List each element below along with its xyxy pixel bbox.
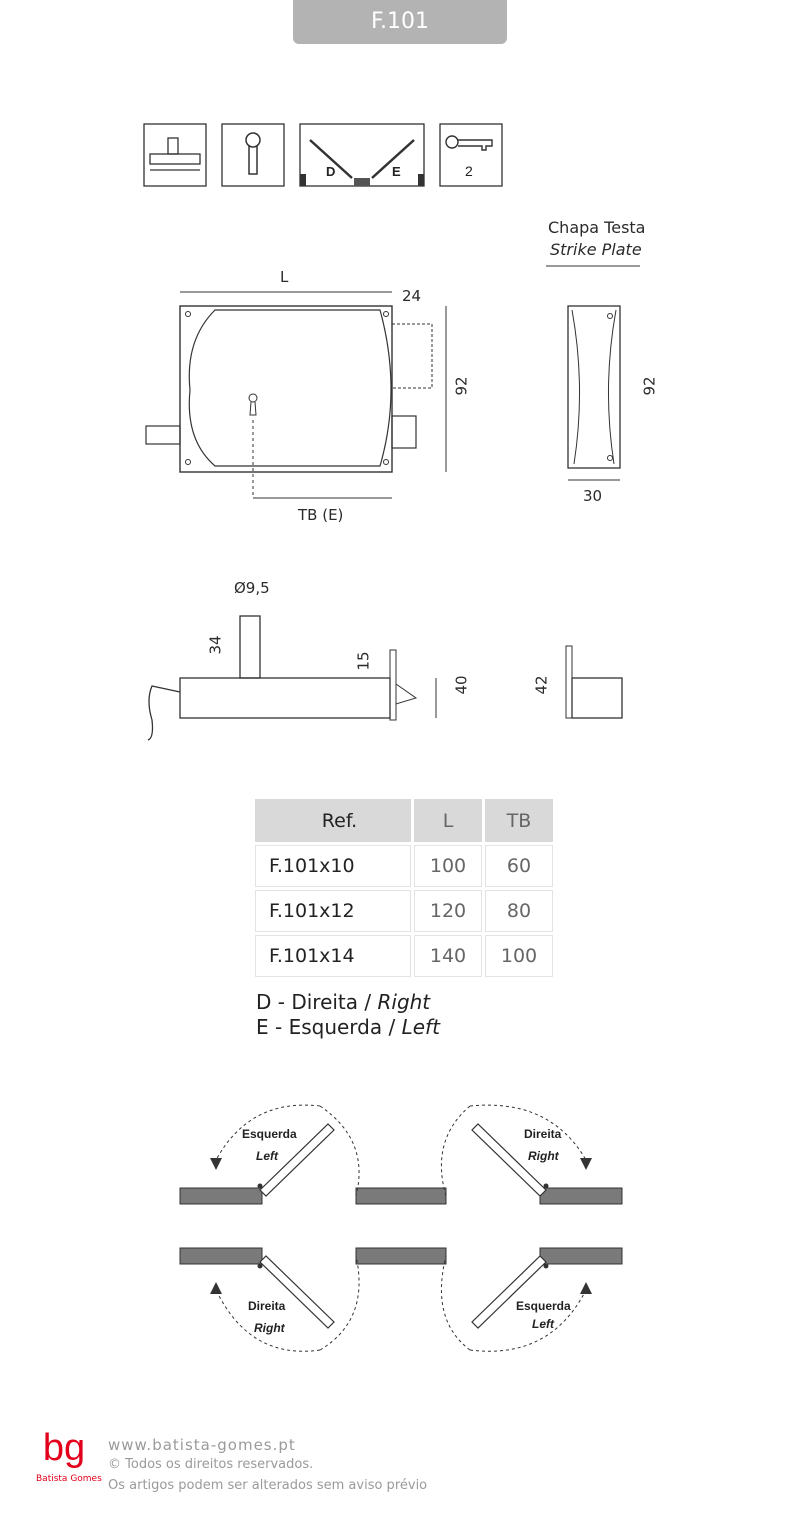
door-br-pt: Esquerda — [516, 1299, 571, 1313]
dim-tb-label: TB (E) — [298, 506, 344, 524]
cell-ref: F.101x14 — [255, 935, 411, 977]
dim-30-label: 30 — [583, 487, 603, 505]
dim-l-label: L — [280, 268, 289, 286]
strike-plate-drawing — [540, 262, 640, 502]
legend-left-prefix: E - Esquerda / — [256, 1015, 402, 1039]
cell-l: 140 — [414, 935, 482, 977]
table-header-row — [255, 799, 553, 842]
table-row — [255, 935, 553, 977]
cell-ref: F.101x10 — [255, 845, 411, 887]
door-br-en: Left — [532, 1317, 554, 1331]
dim-34-label: 34 — [206, 635, 225, 655]
footer-notice: Os artigos podem ser alterados sem aviso prévio — [108, 1478, 428, 1493]
mortise-icon — [144, 124, 206, 186]
dim-diameter-label: Ø9,5 — [234, 579, 270, 597]
cell-ref: F.101x12 — [255, 890, 411, 932]
header-tb: TB — [485, 799, 553, 842]
cell-tb: 80 — [485, 890, 553, 932]
logo-name: Batista Gomes — [36, 1474, 102, 1484]
key-icon — [440, 124, 502, 186]
door-bl-pt: Direita — [248, 1299, 286, 1313]
legend-right-prefix: D - Direita / — [256, 990, 378, 1014]
product-title-tab: F.101 — [293, 0, 507, 44]
door-tl-pt: Esquerda — [242, 1127, 297, 1141]
footer-copyright: Todos os direitos reservados. — [125, 1457, 314, 1472]
direction-d-letter: D — [326, 164, 336, 179]
legend-left-en: Left — [401, 1015, 440, 1039]
dim-24-label: 24 — [402, 287, 422, 305]
dim-15-label: 15 — [354, 651, 373, 671]
key-count: 2 — [465, 163, 473, 179]
reference-table — [252, 796, 556, 980]
cell-tb: 60 — [485, 845, 553, 887]
table-row — [255, 890, 553, 932]
door-tl-en: Left — [256, 1149, 278, 1163]
door-bl-en: Right — [254, 1321, 285, 1335]
table-row — [255, 845, 553, 887]
dim-92-body-label: 92 — [452, 376, 471, 396]
copyright-icon: © — [108, 1457, 121, 1472]
dim-40-label: 40 — [452, 675, 471, 695]
legend-right — [256, 990, 430, 1014]
footer-url[interactable]: www.batista-gomes.pt — [108, 1436, 296, 1454]
legend-right-en: Right — [377, 990, 431, 1014]
cell-l: 120 — [414, 890, 482, 932]
dim-92-plate-label: 92 — [640, 376, 659, 396]
feature-icons — [140, 120, 510, 192]
cell-tb: 100 — [485, 935, 553, 977]
door-tr-en: Right — [528, 1149, 559, 1163]
door-tr-pt: Direita — [524, 1127, 562, 1141]
lock-side-view — [140, 600, 640, 750]
direction-icon — [300, 124, 424, 186]
header-l: L — [414, 799, 482, 842]
legend-left — [256, 1015, 440, 1039]
strike-plate-pt: Chapa Testa — [548, 218, 646, 237]
door-swing-diagram — [170, 1090, 640, 1370]
brand-logo — [36, 1427, 102, 1484]
header-ref: Ref. — [255, 799, 411, 842]
cell-l: 100 — [414, 845, 482, 887]
lock-front-view — [140, 280, 480, 510]
dim-42-label: 42 — [532, 675, 551, 695]
direction-e-letter: E — [392, 164, 401, 179]
keyhole-icon — [222, 124, 284, 186]
footer-copyright-row — [108, 1457, 313, 1472]
logo-letters: bg — [42, 1427, 86, 1469]
strike-plate-en: Strike Plate — [550, 240, 642, 259]
